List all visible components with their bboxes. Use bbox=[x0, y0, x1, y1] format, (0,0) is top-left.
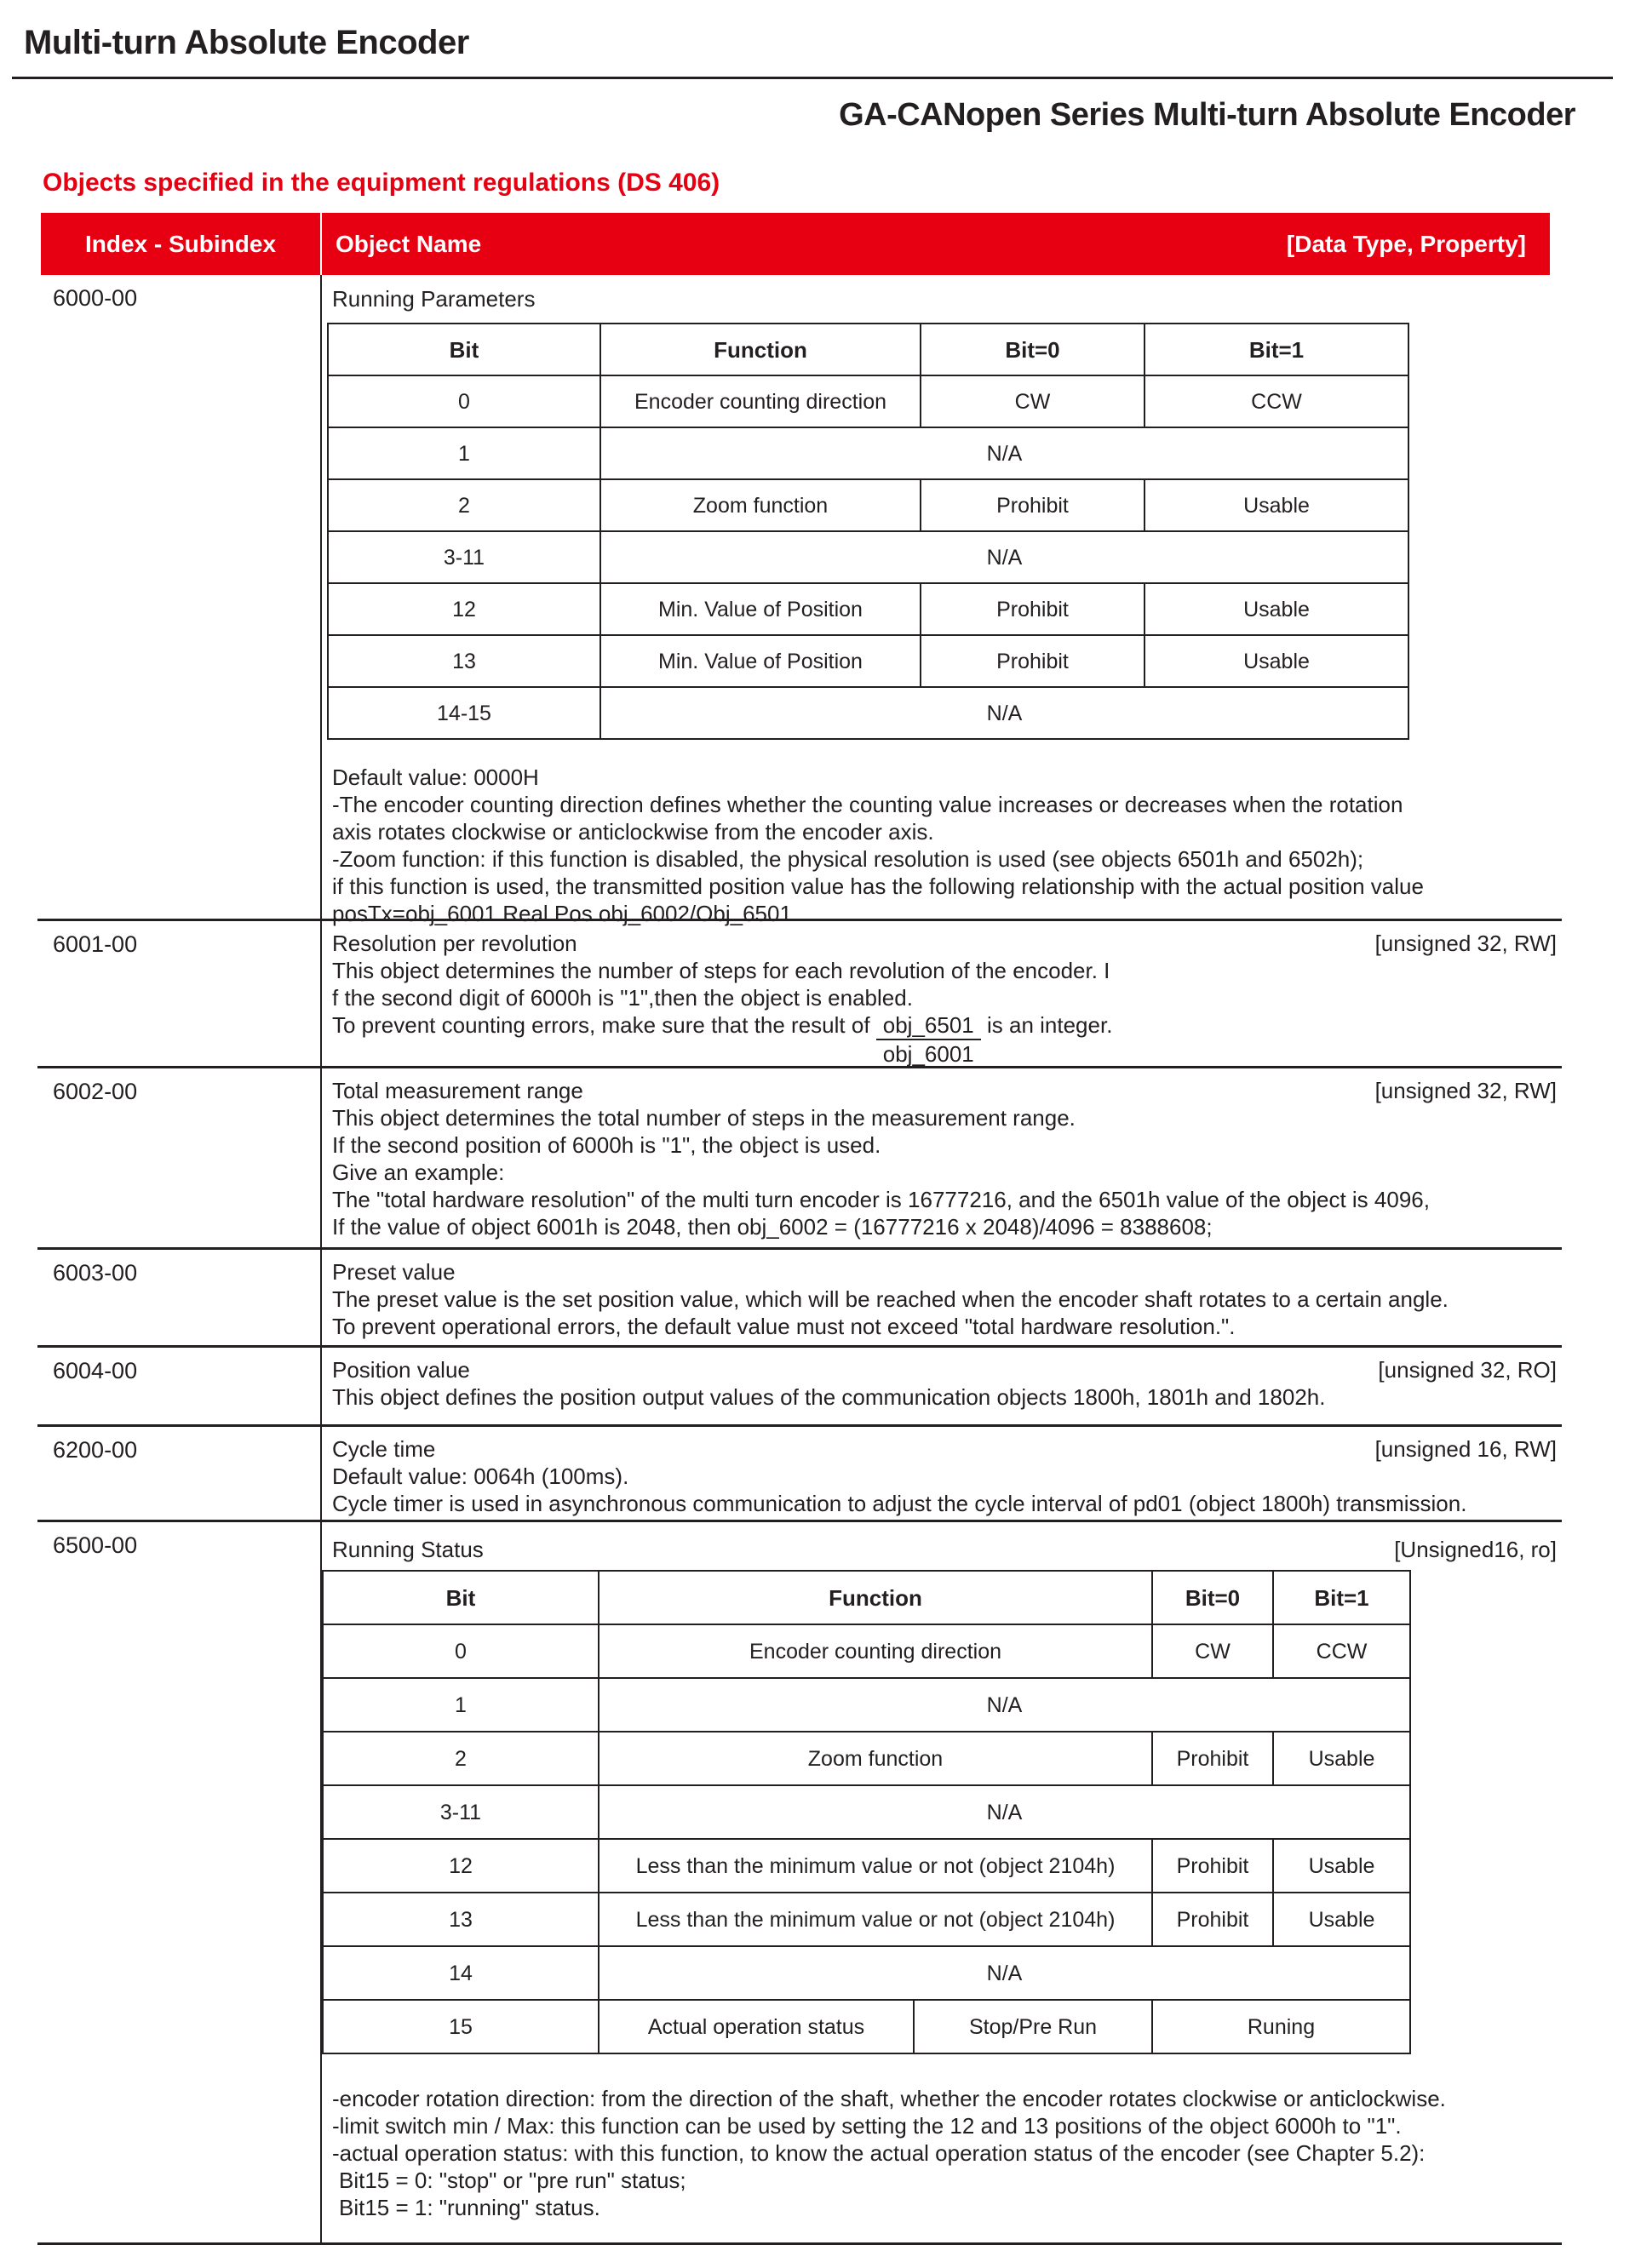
fraction-numerator: obj_6501 bbox=[876, 1011, 981, 1040]
cell-bit0: Prohibit bbox=[1153, 1840, 1274, 1892]
cell-bit: 1 bbox=[329, 428, 601, 478]
paragraph-line: Bit15 = 1: "running" status. bbox=[339, 2195, 600, 2220]
fraction bbox=[876, 1011, 981, 1068]
title-rule bbox=[12, 77, 1613, 79]
paragraph-line: If the second position of 6000h is "1", the object is used. bbox=[332, 1132, 881, 1158]
object-row-6500 bbox=[37, 1520, 1562, 2245]
bit-table-row bbox=[324, 1786, 1409, 1840]
paragraph-line: -actual operation status: with this function, to know the actual operation status of the encoder (see Chapter 5.2): bbox=[332, 2140, 1426, 2166]
data-type-label: [unsigned 32, RW] bbox=[1374, 931, 1557, 956]
header-col-object-name: Object Name bbox=[336, 230, 482, 257]
series-subtitle: GA-CANopen Series Multi-turn Absolute Encoder bbox=[839, 97, 1575, 133]
paragraph-line: Cycle timer is used in asynchronous communication to adjust the cycle interval of pd01 (object 1800h) transmission. bbox=[332, 1491, 1467, 1516]
cell-function: Zoom function bbox=[601, 480, 921, 530]
object-content-6500 bbox=[320, 1522, 1562, 2242]
paragraph-line: This object defines the position output values of the communication objects 1800h, 1801h and 1802h. bbox=[332, 1384, 1326, 1410]
bit-table-row bbox=[324, 1732, 1409, 1786]
object-content-6001 bbox=[320, 921, 1562, 1066]
cell-bit: 3-11 bbox=[324, 1786, 600, 1838]
cell-bit0: Prohibit bbox=[921, 584, 1145, 634]
col-header-function: Function bbox=[600, 1572, 1153, 1624]
cell-bit0: CW bbox=[921, 376, 1145, 427]
bit-table-row-15 bbox=[324, 2001, 1409, 2053]
page-title: Multi-turn Absolute Encoder bbox=[24, 24, 469, 61]
cell-bit: 13 bbox=[324, 1893, 600, 1945]
cell-function: Less than the minimum value or not (object 2104h) bbox=[600, 1893, 1153, 1945]
cell-bit: 0 bbox=[329, 376, 601, 427]
cell-bit1: Usable bbox=[1308, 1907, 1375, 1932]
object-title: Running Status bbox=[332, 1537, 484, 1562]
cell-bit0: Prohibit bbox=[921, 480, 1145, 530]
paragraph-line: axis rotates clockwise or anticlockwise from the encoder axis. bbox=[332, 819, 934, 845]
data-type-label: [unsigned 32, RW] bbox=[1374, 1078, 1557, 1103]
col-header-function: Function bbox=[601, 324, 921, 375]
object-title: Preset value bbox=[332, 1259, 456, 1285]
paragraph-line: Give an example: bbox=[332, 1160, 505, 1185]
bit-table-6500 bbox=[322, 1570, 1411, 2054]
paragraph-line-fraction bbox=[332, 1011, 1557, 1068]
object-content-6002 bbox=[320, 1068, 1562, 1247]
cell-bit0: CW bbox=[1153, 1625, 1274, 1677]
paragraph-line: posTx=obj_6001 Real Pos obj_6002/Obj_6501 bbox=[332, 901, 792, 926]
paragraph-line: if this function is used, the transmitted position value has the following relationship with the actual position value bbox=[332, 873, 1424, 899]
cell-na: N/A bbox=[986, 701, 1023, 725]
paragraph-line: -Zoom function: if this function is disabled, the physical resolution is used (see objects 6501h and 6502h); bbox=[332, 846, 1364, 872]
index-cell: 6003-00 bbox=[53, 1260, 138, 1286]
objects-table bbox=[37, 213, 1562, 2245]
cell-function: Min. Value of Position bbox=[601, 636, 921, 686]
header-col-index-subindex: Index - Subindex bbox=[84, 230, 277, 257]
cell-function: Less than the minimum value or not (object 2104h) bbox=[600, 1840, 1153, 1892]
cell-bit: 0 bbox=[324, 1625, 600, 1677]
cell-bit0: Prohibit bbox=[921, 636, 1145, 686]
cell-bit: 14-15 bbox=[329, 688, 601, 738]
object-row-6002 bbox=[37, 1066, 1562, 1247]
object-title-row bbox=[332, 1536, 1557, 1563]
cell-bit0: Prohibit bbox=[1153, 1893, 1274, 1945]
object-content-6003 bbox=[320, 1250, 1562, 1345]
bit-table-row bbox=[329, 480, 1408, 532]
cell-bit1: Usable bbox=[1243, 597, 1310, 621]
object-content-6000 bbox=[320, 275, 1562, 926]
bit-table-header-row bbox=[329, 324, 1408, 376]
cell-function: Zoom function bbox=[600, 1732, 1153, 1784]
cell-function: Encoder counting direction bbox=[600, 1625, 1153, 1677]
cell-bit: 2 bbox=[324, 1732, 600, 1784]
cell-bit: 12 bbox=[329, 584, 601, 634]
object-title: Position value bbox=[332, 1357, 470, 1383]
object-row-6000 bbox=[37, 275, 1562, 926]
paragraph-line: The "total hardware resolution" of the multi turn encoder is 16777216, and the 6501h value of the object is 4096, bbox=[332, 1187, 1430, 1212]
paragraph-line: The preset value is the set position value, which will be reached when the encoder shaft rotates to a certain angle. bbox=[332, 1286, 1449, 1312]
cell-bit0: Prohibit bbox=[1153, 1732, 1274, 1784]
cell-bit: 1 bbox=[324, 1679, 600, 1731]
col-header-bit0: Bit=0 bbox=[921, 324, 1145, 375]
paragraph-line: -limit switch min / Max: this function can be used by setting the 12 and 13 positions of the object 6000h to "1". bbox=[332, 2113, 1402, 2139]
cell-bit1: CCW bbox=[1316, 1639, 1368, 1664]
object-title-row bbox=[332, 1356, 1557, 1383]
data-type-label: [Unsigned16, ro] bbox=[1394, 1537, 1557, 1562]
bit-table-row bbox=[329, 636, 1408, 688]
object-title: Resolution per revolution bbox=[332, 931, 577, 956]
cell-bit1: Usable bbox=[1243, 649, 1310, 673]
object-title-row bbox=[332, 1435, 1557, 1463]
cell-bit: 15 bbox=[324, 2001, 600, 2053]
index-cell: 6002-00 bbox=[53, 1079, 138, 1104]
cell-bit: 13 bbox=[329, 636, 601, 686]
paragraph-line: Bit15 = 0: "stop" or "pre run" status; bbox=[339, 2168, 686, 2193]
description-paragraph bbox=[332, 764, 1557, 927]
object-title: Cycle time bbox=[332, 1436, 436, 1462]
bit-table-row bbox=[329, 376, 1408, 428]
object-row-6200 bbox=[37, 1424, 1562, 1520]
object-title: Running Parameters bbox=[332, 286, 536, 312]
bit-table-row bbox=[329, 532, 1408, 584]
object-content-6004 bbox=[320, 1348, 1562, 1424]
cell-function: Min. Value of Position bbox=[601, 584, 921, 634]
col-header-bit: Bit bbox=[329, 324, 601, 375]
bit-table-row bbox=[324, 1840, 1409, 1893]
cell-bit1: CCW bbox=[1251, 389, 1302, 414]
object-title-row bbox=[332, 1258, 1557, 1286]
bit-table-header-row bbox=[324, 1572, 1409, 1625]
bit-table-row bbox=[324, 1679, 1409, 1732]
cell-function: Encoder counting direction bbox=[601, 376, 921, 427]
paragraph-line: This object determines the number of steps for each revolution of the encoder. I bbox=[332, 958, 1110, 983]
object-title: Total measurement range bbox=[332, 1078, 583, 1103]
fraction-before-text: To prevent counting errors, make sure that the result of bbox=[332, 1012, 876, 1038]
paragraph-line: To prevent operational errors, the default value must not exceed "total hardware resolution.". bbox=[332, 1314, 1236, 1339]
notes-paragraph bbox=[332, 2085, 1557, 2221]
col-header-bit1: Bit=1 bbox=[1248, 336, 1305, 363]
bit-table-row bbox=[324, 1625, 1409, 1679]
header-col-data-type: [Data Type, Property] bbox=[1286, 230, 1526, 257]
object-title-row bbox=[332, 930, 1557, 957]
cell-na: N/A bbox=[986, 1961, 1023, 1985]
data-type-label: [unsigned 32, RO] bbox=[1378, 1357, 1557, 1383]
index-cell: 6001-00 bbox=[53, 931, 138, 957]
cell-bit: 3-11 bbox=[329, 532, 601, 582]
index-cell: 6000-00 bbox=[53, 285, 138, 311]
paragraph-line: -The encoder counting direction defines whether the counting value increases or decreases when the rotation bbox=[332, 792, 1403, 817]
fraction-denominator: obj_6001 bbox=[882, 1041, 974, 1067]
col-header-bit0: Bit=0 bbox=[1153, 1572, 1274, 1624]
cell-bit1: Usable bbox=[1243, 493, 1310, 518]
paragraph-line: If the value of object 6001h is 2048, then obj_6002 = (16777216 x 2048)/4096 = 8388608; bbox=[332, 1214, 1213, 1240]
section-heading: Objects specified in the equipment regulations (DS 406) bbox=[43, 169, 720, 197]
cell-function: Actual operation status bbox=[600, 2001, 915, 2053]
cell-na: N/A bbox=[986, 1800, 1023, 1824]
bit-table-row bbox=[324, 1893, 1409, 1947]
object-title-row bbox=[332, 1077, 1557, 1104]
cell-na: N/A bbox=[986, 1692, 1023, 1717]
paragraph-line: Default value: 0000H bbox=[332, 765, 539, 790]
index-cell: 6500-00 bbox=[53, 1532, 138, 1558]
objects-table-header bbox=[41, 213, 1550, 275]
index-cell: 6004-00 bbox=[53, 1358, 138, 1383]
cell-na: N/A bbox=[986, 545, 1023, 570]
cell-bit: 12 bbox=[324, 1840, 600, 1892]
fraction-after-text: is an integer. bbox=[980, 1012, 1113, 1038]
paragraph-line: Default value: 0064h (100ms). bbox=[332, 1463, 629, 1489]
col-header-bit1: Bit=1 bbox=[1314, 1584, 1369, 1611]
data-type-label: [unsigned 16, RW] bbox=[1374, 1436, 1557, 1462]
cell-bit1: Usable bbox=[1308, 1746, 1375, 1771]
object-content-6200 bbox=[320, 1427, 1562, 1520]
bit-table-row bbox=[329, 688, 1408, 738]
cell-bit1: Runing bbox=[1247, 2014, 1316, 2039]
cell-bit: 14 bbox=[324, 1947, 600, 1999]
paragraph-line: f the second digit of 6000h is "1",then the object is enabled. bbox=[332, 985, 913, 1011]
paragraph-line: This object determines the total number of steps in the measurement range. bbox=[332, 1105, 1076, 1131]
object-row-6001 bbox=[37, 919, 1562, 1066]
cell-na: N/A bbox=[986, 441, 1023, 466]
bit-table-row bbox=[324, 1947, 1409, 2001]
cell-bit: 2 bbox=[329, 480, 601, 530]
bit-table-row bbox=[329, 428, 1408, 480]
col-header-bit: Bit bbox=[324, 1572, 600, 1624]
cell-bit1: Usable bbox=[1308, 1853, 1375, 1878]
bit-table-6000 bbox=[327, 323, 1409, 740]
bit-table-row bbox=[329, 584, 1408, 636]
object-row-6004 bbox=[37, 1345, 1562, 1424]
cell-bit0: Stop/Pre Run bbox=[915, 2001, 1153, 2053]
index-cell: 6200-00 bbox=[53, 1437, 138, 1463]
paragraph-line: -encoder rotation direction: from the direction of the shaft, whether the encoder rotates clockwise or anticlockwise. bbox=[332, 2086, 1446, 2111]
object-row-6003 bbox=[37, 1247, 1562, 1345]
